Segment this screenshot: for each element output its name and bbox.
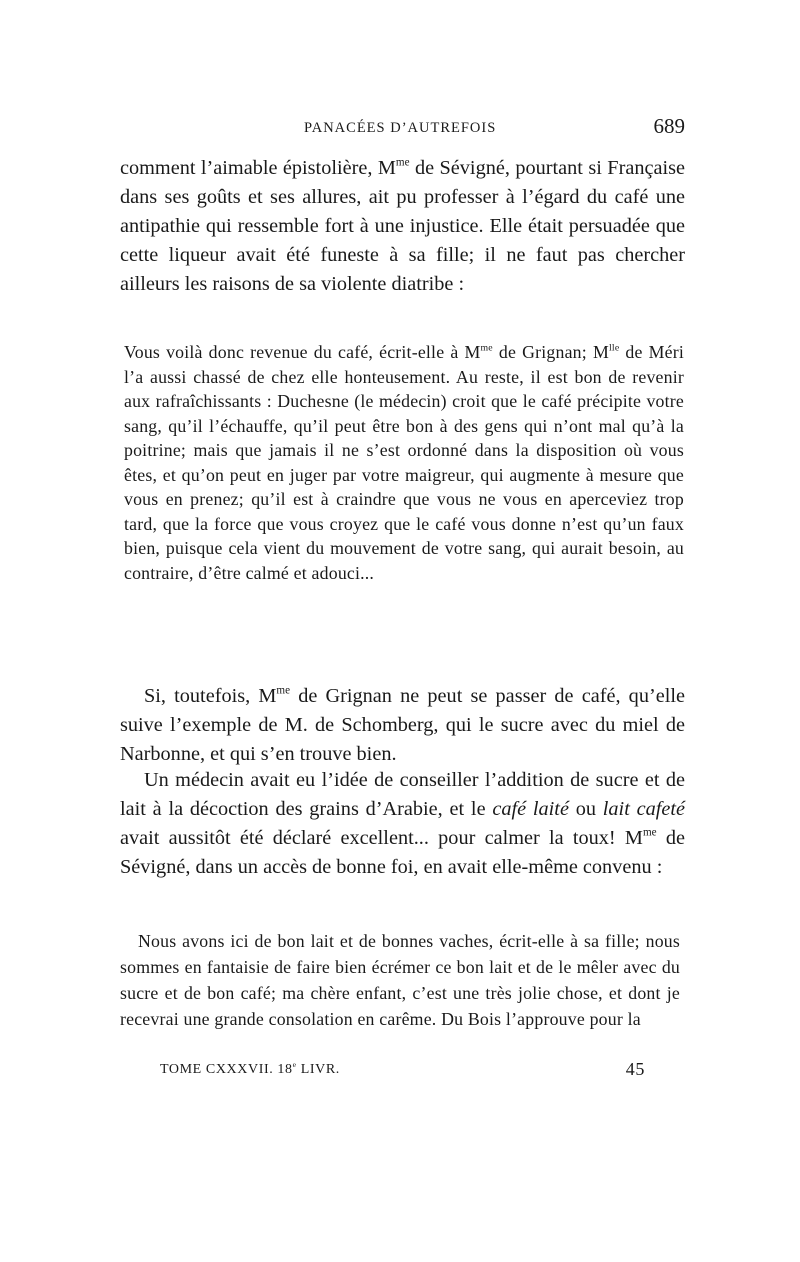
- superscript: me: [276, 684, 291, 697]
- superscript: e: [292, 1060, 297, 1070]
- superscript: me: [480, 342, 493, 354]
- text-run: de Méri l’a aussi chassé de chez elle honteusement. Au reste, il est bon de revenir aux rafraîchissants : Duchesne (le médecin) croit que le café précipite votre sang, qu’il l’échauffe, qu’il peut être bon à des gens qui n’ont mal qu’à la poitrine; mais que jamais il ne s’est ordonné dans la disposition où vous êtes, et qu’on peut en juger par votre maigreur, qui augmente à mesure que vous en prenez; qu’il est à craindre que vous ne vous en aperceviez trop tard, que la force que vous croyez que le café vous donne n’est qu’un faux bien, puisque cela vient du mouvement de votre sang, qui aurait besoin, au contraire, d’être calmé et adouci...: [124, 342, 685, 583]
- running-header: [120, 114, 685, 142]
- sheet-number: 45: [625, 1059, 645, 1079]
- text-run: de Sévigné, pourtant si Française dans ses goûts et ses allures, ait pu professer à l’égard du café une antipathie qui ressemble fort à une injustice. Elle était persuadée que cette liqueur avait été funeste à sa fille; il ne faut pas chercher ailleurs les raisons de sa violente diatribe :: [120, 157, 685, 295]
- text-run: Si, toutefois, M: [144, 685, 277, 707]
- text-run: de Sévigné, dans un accès de bonne foi, en avait elle-même convenu :: [120, 827, 685, 878]
- text-run: de Grignan; M: [492, 342, 609, 362]
- text-run: Vous voilà donc revenue du café, écrit-elle à M: [124, 342, 481, 362]
- signature-text: TOME CXXXVII. 18: [160, 1062, 293, 1077]
- superscript: me: [642, 826, 657, 839]
- block-quote-1: [124, 340, 684, 585]
- text-run: comment l’aimable épistolière, M: [120, 157, 396, 179]
- signature-text: LIVR.: [296, 1062, 340, 1077]
- page-number: 689: [653, 114, 685, 138]
- paragraph-1: [120, 154, 685, 299]
- paragraph-3: [120, 766, 685, 882]
- text-run: ou: [568, 798, 603, 820]
- superscript: me: [395, 156, 410, 169]
- page-footer: [160, 1059, 645, 1084]
- italic-term: café laité: [492, 798, 569, 820]
- italic-term: lait cafeté: [602, 798, 686, 820]
- text-run: Nous avons ici de bon lait et de bonnes vaches, écrit-elle à sa fille; nous sommes en fantaisie de faire bien écrémer ce bon lait et de le mêler avec du sucre et de bon café; ma chère enfant, c’est une très jolie chose, et dont je recevrai une grande consolation en carême. Du Bois l’approuve pour la: [120, 931, 680, 1029]
- superscript: lle: [608, 342, 620, 354]
- text-run: avait aussitôt été déclaré excellent... pour calmer la toux! M: [120, 827, 643, 849]
- signature-mark: [160, 1062, 340, 1078]
- running-title: PANACÉES D’AUTREFOIS: [304, 120, 497, 136]
- paragraph-2: [120, 682, 685, 769]
- block-quote-2: [120, 928, 680, 1032]
- text-run: Un médecin avait eu l’idée de conseiller l’addition de sucre et de lait à la décoction des grains d’Arabie, et le: [120, 769, 685, 820]
- text-run: de Grignan ne peut se passer de café, qu’elle suive l’exemple de M. de Schomberg, qui le sucre avec du miel de Narbonne, et qui s’en trouve bien.: [120, 685, 685, 765]
